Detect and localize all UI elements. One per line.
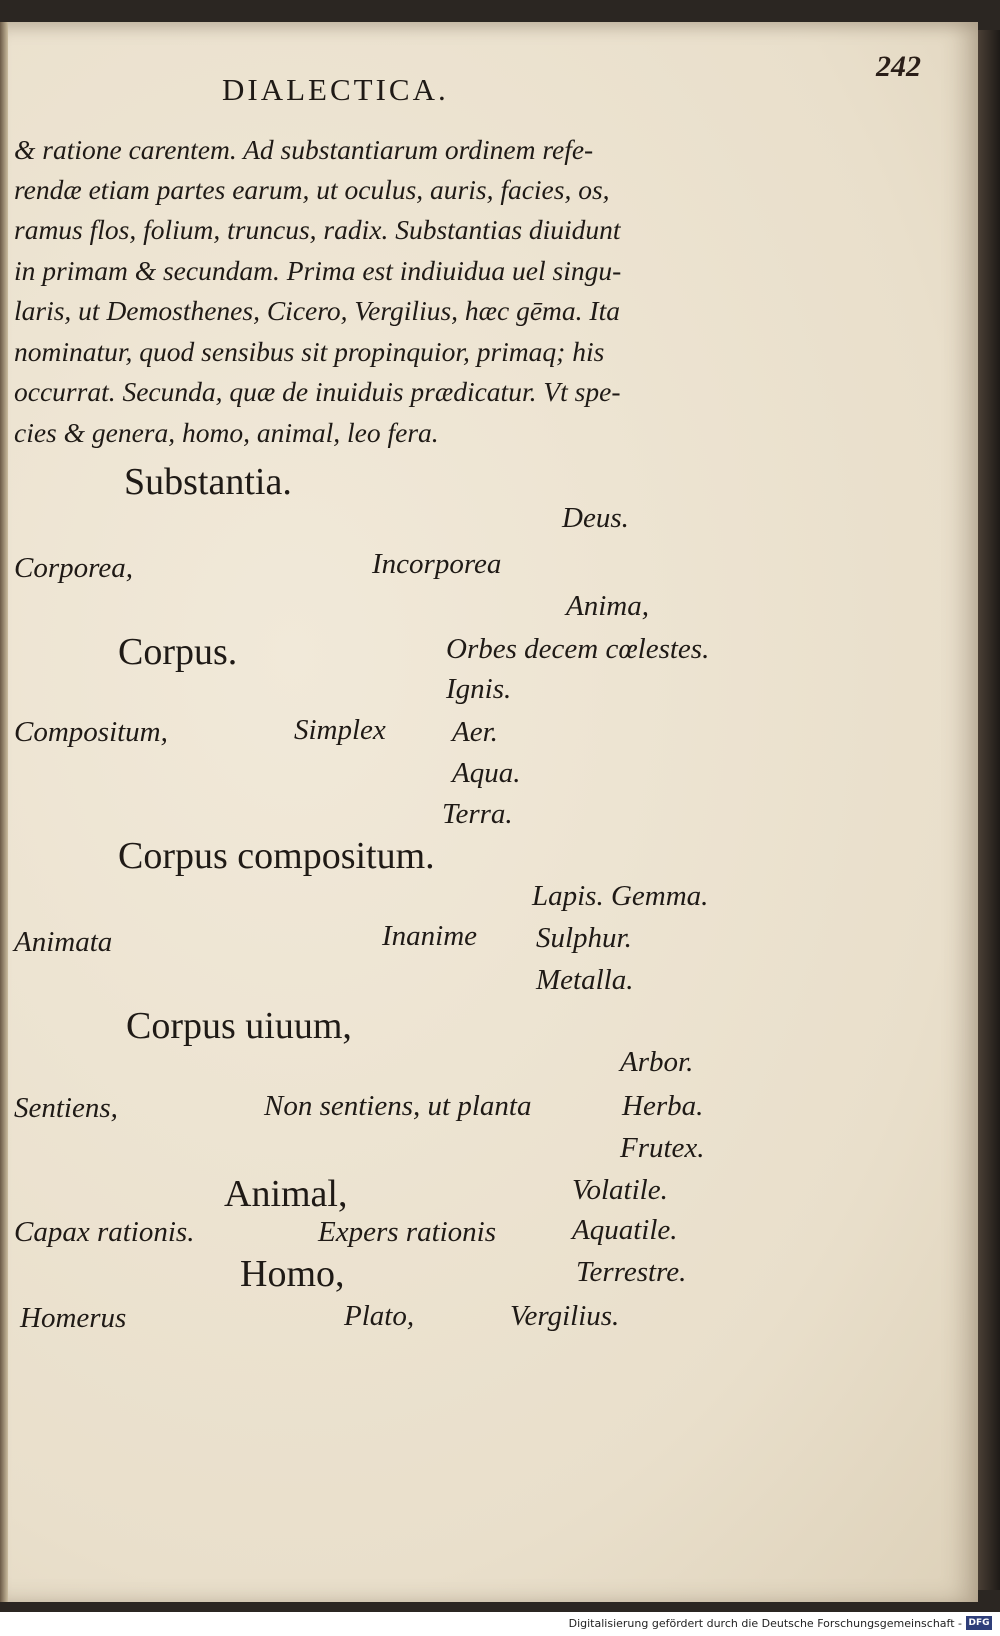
tree-corpus-uiuum: Corpus uiuum, xyxy=(126,1005,352,1047)
tree-lapis: Lapis. Gemma. xyxy=(532,880,709,912)
tree-corporea: Corporea, xyxy=(14,552,133,584)
tree-orbes: Orbes decem cœlestes. xyxy=(446,633,710,665)
body-line-3: ramus flos, folium, truncus, radix. Substantias diuidunt xyxy=(14,214,621,245)
page-edge xyxy=(978,30,1000,1590)
tree-arbor: Arbor. xyxy=(620,1046,694,1078)
running-title: DIALECTICA. xyxy=(222,72,449,107)
tree-capax-rationis: Capax rationis. xyxy=(14,1216,195,1248)
tree-aer: Aer. xyxy=(452,716,498,748)
tree-anima: Anima, xyxy=(566,590,649,622)
body-line-6: nominatur, quod sensibus sit propinquior, primaq; his xyxy=(14,336,605,367)
tree-corpus: Corpus. xyxy=(118,631,238,673)
body-line-4: in primam & secundam. Prima est indiuidua uel singu- xyxy=(14,255,622,286)
tree-metalla: Metalla. xyxy=(536,964,634,996)
tree-terrestre: Terrestre. xyxy=(576,1256,687,1288)
tree-aqua: Aqua. xyxy=(452,757,521,789)
body-line-7: occurrat. Secunda, quæ de inuiduis prædicatur. Vt spe- xyxy=(14,376,621,407)
tree-homerus: Homerus xyxy=(20,1302,127,1334)
body-line-2: rendæ etiam partes earum, ut oculus, auris, facies, os, xyxy=(14,174,610,205)
tree-deus: Deus. xyxy=(562,502,629,534)
tree-animata: Animata xyxy=(14,926,113,958)
tree-volatile: Volatile. xyxy=(572,1174,668,1206)
folio-number: 242 xyxy=(876,50,921,83)
tree-plato: Plato, xyxy=(344,1300,415,1332)
tree-homo: Homo, xyxy=(240,1253,345,1295)
tree-ignis: Ignis. xyxy=(446,673,512,705)
tree-corpus-compositum: Corpus compositum. xyxy=(118,835,435,877)
funding-credit: Digitalisierung gefördert durch die Deutsche Forschungsgemeinschaft - xyxy=(568,1617,962,1630)
tree-vergilius: Vergilius. xyxy=(510,1300,620,1332)
tree-sulphur: Sulphur. xyxy=(536,922,632,954)
tree-sentiens: Sentiens, xyxy=(14,1092,118,1124)
dfg-logo: DFG xyxy=(966,1616,992,1630)
tree-frutex: Frutex. xyxy=(620,1132,705,1164)
body-line-1: & ratione carentem. Ad substantiarum ordinem refe- xyxy=(14,134,594,165)
tree-aquatile: Aquatile. xyxy=(572,1214,678,1246)
tree-compositum: Compositum, xyxy=(14,716,168,748)
body-line-5: laris, ut Demosthenes, Cicero, Vergilius, hæc gēma. Ita xyxy=(14,295,620,326)
tree-substantia: Substantia. xyxy=(124,461,292,503)
page-gutter-shadow xyxy=(0,22,8,1602)
tree-expers-rationis: Expers rationis xyxy=(318,1216,497,1248)
tree-terra: Terra. xyxy=(442,798,513,830)
tree-animal: Animal, xyxy=(224,1173,348,1215)
tree-simplex: Simplex xyxy=(294,714,386,746)
body-line-8: cies & genera, homo, animal, leo fera. xyxy=(14,417,439,448)
tree-inanime: Inanime xyxy=(382,920,478,952)
tree-herba: Herba. xyxy=(622,1090,704,1122)
tree-incorporea: Incorporea xyxy=(372,548,502,580)
tree-non-sentiens: Non sentiens, ut planta xyxy=(264,1090,532,1122)
